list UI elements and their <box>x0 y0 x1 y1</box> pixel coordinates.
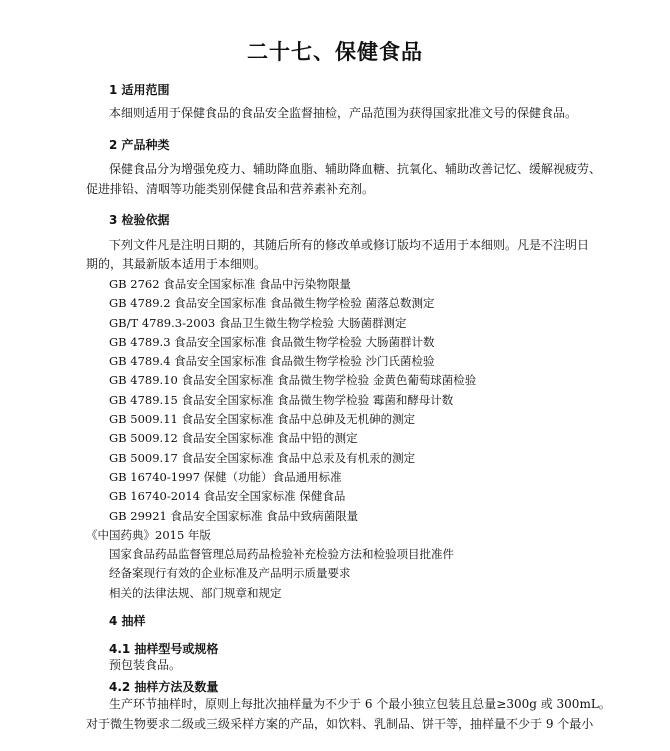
reference-list <box>86 275 477 603</box>
reference-item: GB 2762 食品安全国家标准 食品中污染物限量 <box>109 277 351 291</box>
reference-item: GB 4789.15 食品安全国家标准 食品微生物学检验 霉菌和酵母计数 <box>109 392 454 407</box>
reference-item: GB 29921 食品安全国家标准 食品中致病菌限量 <box>109 508 359 523</box>
sampling-method-line1: 生产环节抽样时，原则上每批次抽样量为不少于 6 个最小独立包装且总量≥300g 或 300mL。 <box>109 697 611 711</box>
types-text-line2: 促进排铅、清咽等功能类别保健食品和营养素补充剂。 <box>86 182 375 196</box>
sampling-method-line2: 对于微生物要求二级或三级采样方案的产品，如饮料、乳制品、饼干等，抽样量不少于 9 个最小 <box>86 717 594 731</box>
reference-item: GB 16740-2014 食品安全国家标准 保健食品 <box>109 489 346 504</box>
section-heading-basis: 3 检验依据 <box>109 213 170 227</box>
reference-item: 相关的法律法规、部门规章和规定 <box>109 585 282 600</box>
reference-item: GB 5009.12 食品安全国家标准 食品中铅的测定 <box>109 431 358 446</box>
reference-item: GB 4789.4 食品安全国家标准 食品微生物学检验 沙门氏菌检验 <box>109 354 435 369</box>
section-heading-scope: 1 适用范围 <box>109 83 170 97</box>
subsection-heading-sampling-spec: 4.1 抽样型号或规格 <box>109 642 219 656</box>
reference-item: GB 4789.2 食品安全国家标准 食品微生物学检验 菌落总数测定 <box>109 296 435 311</box>
reference-item: GB/T 4789.3-2003 食品卫生微生物学检验 大肠菌群测定 <box>109 315 407 330</box>
reference-item: 经备案现行有效的企业标准及产品明示质量要求 <box>109 566 351 581</box>
basis-intro-line2: 期的，其最新版本适用于本细则。 <box>86 257 267 271</box>
reference-pharmacopoeia: 《中国药典》2015 年版 <box>86 527 211 542</box>
sampling-spec-text: 预包装食品。 <box>109 658 182 672</box>
section-heading-types: 2 产品种类 <box>109 138 170 152</box>
reference-item: GB 16740-1997 保健（功能）食品通用标准 <box>109 469 342 484</box>
scope-text: 本细则适用于保健食品的食品安全监督抽检，产品范围为获得国家批准文号的保健食品。 <box>109 106 578 120</box>
reference-item: GB 5009.17 食品安全国家标准 食品中总汞及有机汞的测定 <box>109 450 416 465</box>
page-title: 二十七、保健食品 <box>247 40 423 64</box>
basis-intro-line1: 下列文件凡是注明日期的，其随后所有的修改单或修订版均不适用于本细则。凡是不注明日 <box>109 238 590 252</box>
reference-item: GB 5009.11 食品安全国家标准 食品中总砷及无机砷的测定 <box>109 412 416 427</box>
reference-item: GB 4789.3 食品安全国家标准 食品微生物学检验 大肠菌群计数 <box>109 334 435 349</box>
types-text-line1: 保健食品分为增强免疫力、辅助降血脂、辅助降血糖、抗氧化、辅助改善记忆、缓解视疲劳、 <box>109 162 602 176</box>
reference-item: GB 4789.10 食品安全国家标准 食品微生物学检验 金黄色葡萄球菌检验 <box>109 373 477 388</box>
reference-item: 国家食品药品监督管理总局药品检验补充检验方法和检验项目批准件 <box>109 547 454 562</box>
section-heading-sampling: 4 抽样 <box>109 614 146 628</box>
subsection-heading-sampling-method: 4.2 抽样方法及数量 <box>109 680 219 694</box>
